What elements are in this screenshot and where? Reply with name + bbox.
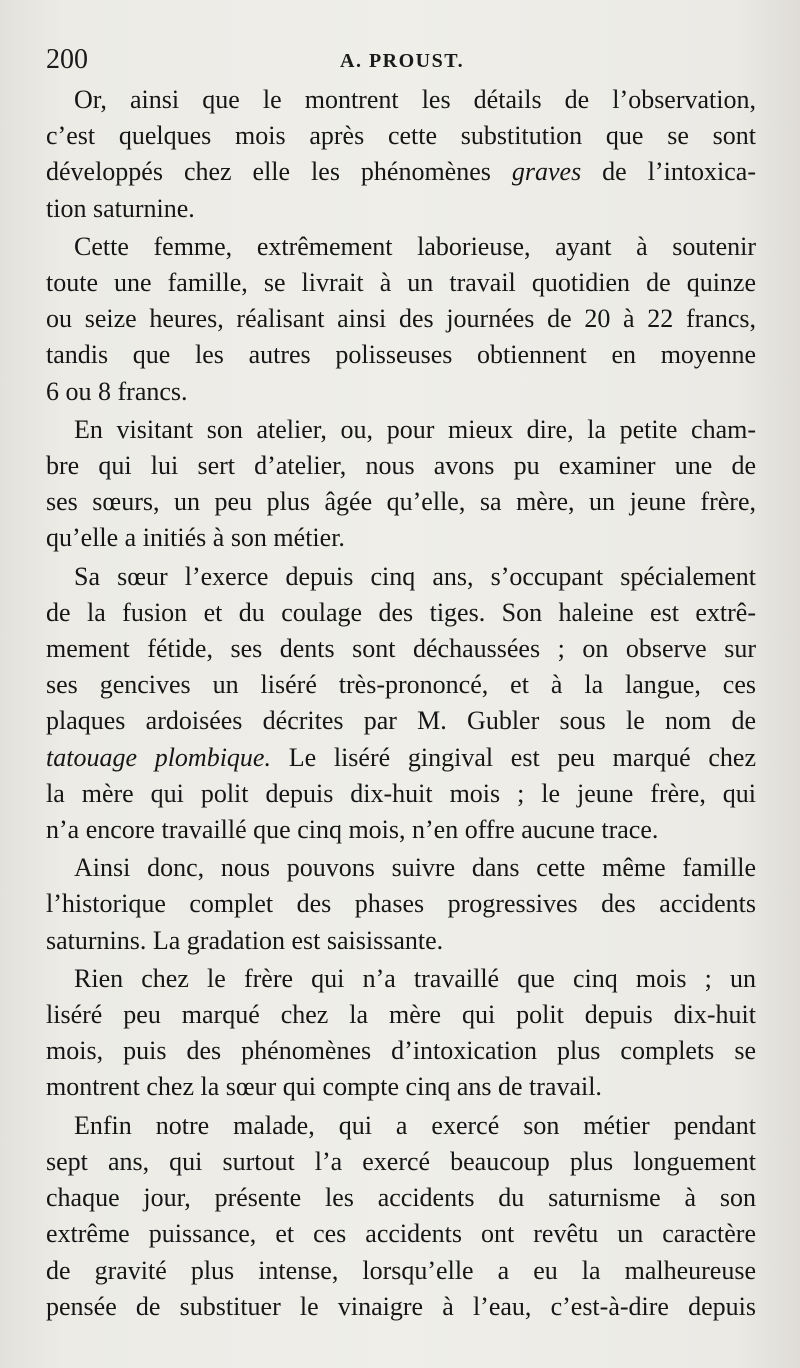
paragraph: [46, 1108, 756, 1325]
text-line: saturnins. La gradation est saisissante.: [46, 925, 444, 955]
text-line: plaques ardoisées décrites par M. Gubler sous le nom de: [46, 706, 756, 736]
page-header: [46, 40, 754, 80]
text-segment: de l’intoxica-: [581, 157, 756, 187]
text-line: montrent chez la sœur qui compte cinq ans de travail.: [46, 1072, 602, 1102]
text-line: c’est quelques mois après cette substitution que se sont: [46, 121, 756, 151]
paragraph: [46, 850, 756, 959]
text-line: [46, 740, 756, 776]
text-line: bre qui lui sert d’atelier, nous avons pu examiner une de: [46, 451, 756, 481]
text-line: sept ans, qui surtout l’a exercé beaucoup plus longuement: [46, 1146, 756, 1176]
page-number: 200: [46, 44, 88, 75]
text-line: chaque jour, présente les accidents du saturnisme à son: [46, 1183, 756, 1213]
running-head: A. PROUST.: [340, 50, 465, 72]
italic-term: graves: [511, 157, 582, 187]
text-line: Cette femme, extrêmement laborieuse, ayant à soutenir: [74, 231, 756, 261]
text-line: Rien chez le frère qui n’a travaillé que cinq mois ; un: [74, 963, 756, 993]
paragraph: [46, 412, 756, 557]
italic-term: tatouage plombique.: [46, 742, 271, 772]
paragraph: [46, 229, 756, 410]
text-line: Ainsi donc, nous pouvons suivre dans cette même famille: [74, 853, 756, 883]
text-line: tion saturnine.: [46, 193, 195, 223]
text-segment: Le liséré gingival est peu marqué chez: [270, 742, 756, 772]
text-segment: développés chez elle les phénomènes: [46, 157, 512, 187]
text-line: liséré peu marqué chez la mère qui polit depuis dix-huit: [46, 1000, 756, 1030]
paragraph: [46, 82, 756, 227]
text-line: pensée de substituer le vinaigre à l’eau, c’est-à-dire depuis: [46, 1291, 756, 1321]
text-line: ou seize heures, réalisant ainsi des journées de 20 à 22 francs,: [46, 304, 756, 334]
text-line: ses gencives un liséré très-prononcé, et à la langue, ces: [46, 670, 756, 700]
text-line: la mère qui polit depuis dix-huit mois ; le jeune frère, qui: [46, 778, 756, 808]
text-line: tandis que les autres polisseuses obtiennent en moyenne: [46, 340, 756, 370]
paragraph: [46, 961, 756, 1106]
text-line: n’a encore travaillé que cinq mois, n’en offre aucune trace.: [46, 815, 659, 845]
text-line: toute une famille, se livrait à un travail quotidien de quinze: [46, 268, 756, 298]
text-line: extrême puissance, et ces accidents ont revêtu un caractère: [46, 1219, 756, 1249]
text-line: 6 ou 8 francs.: [46, 376, 188, 406]
text-line: mois, puis des phénomènes d’intoxication plus complets se: [46, 1036, 756, 1066]
text-line: qu’elle a initiés à son métier.: [46, 523, 345, 553]
text-line: Enfin notre malade, qui a exercé son métier pendant: [74, 1110, 756, 1140]
text-line: [46, 154, 756, 190]
paragraph: [46, 559, 756, 849]
text-line: l’historique complet des phases progressives des accidents: [46, 889, 756, 919]
text-line: de gravité plus intense, lorsqu’elle a eu la malheureuse: [46, 1255, 756, 1285]
body-text: [46, 82, 756, 1327]
text-line: Or, ainsi que le montrent les détails de l’observation,: [74, 85, 756, 114]
text-line: ses sœurs, un peu plus âgée qu’elle, sa mère, un jeune frère,: [46, 487, 756, 517]
text-line: de la fusion et du coulage des tiges. Son haleine est extrê-: [46, 597, 756, 627]
text-line: Sa sœur l’exerce depuis cinq ans, s’occupant spécialement: [74, 561, 756, 591]
text-line: mement fétide, ses dents sont déchaussées ; on observe sur: [46, 634, 756, 664]
text-line: En visitant son atelier, ou, pour mieux dire, la petite cham-: [74, 414, 756, 444]
